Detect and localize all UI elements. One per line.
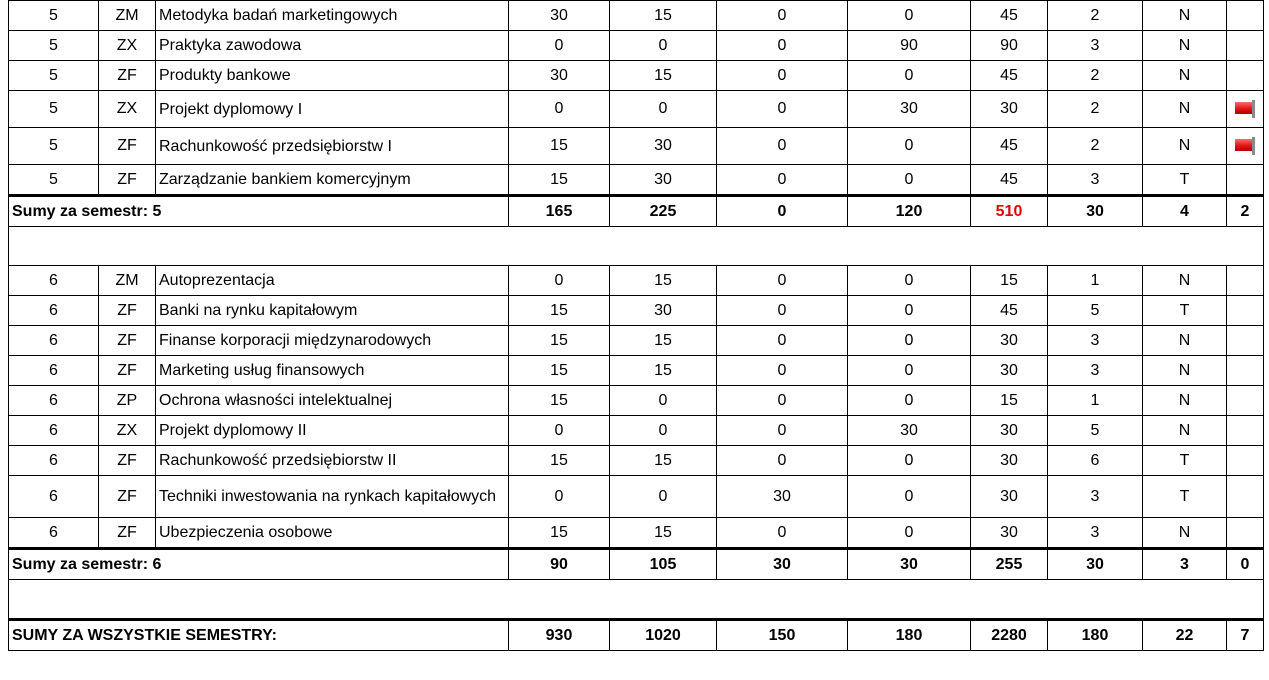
subject-name-cell: Zarządzanie bankiem komercyjnym [156, 165, 509, 196]
exam-cell: N [1143, 326, 1227, 356]
ects-cell: 2 [1048, 1, 1143, 31]
hours-cell: 0 [848, 296, 971, 326]
code-cell: ZF [99, 518, 156, 549]
flag-cell [1227, 165, 1264, 196]
hours-cell: 15 [509, 446, 610, 476]
hours-cell: 30 [610, 165, 717, 196]
hours-cell: 30 [509, 1, 610, 31]
table-row [9, 386, 1264, 416]
total-hours-cell: 30 [971, 446, 1048, 476]
sum-cell: 225 [610, 196, 717, 227]
hours-cell: 15 [610, 518, 717, 549]
hours-cell: 0 [848, 326, 971, 356]
hours-cell: 15 [509, 296, 610, 326]
table-row [9, 446, 1264, 476]
hours-cell: 0 [717, 128, 848, 165]
hours-cell: 15 [509, 326, 610, 356]
hours-cell: 0 [717, 31, 848, 61]
hours-cell: 15 [610, 446, 717, 476]
semester-cell: 5 [9, 31, 99, 61]
total-hours-cell: 45 [971, 165, 1048, 196]
hours-cell: 0 [717, 416, 848, 446]
subject-name-cell: Produkty bankowe [156, 61, 509, 91]
hours-cell: 15 [610, 326, 717, 356]
code-cell: ZF [99, 326, 156, 356]
semester-cell: 5 [9, 128, 99, 165]
hours-cell: 0 [717, 165, 848, 196]
semester-sum-row [9, 549, 1264, 580]
total-hours-cell: 45 [971, 1, 1048, 31]
code-cell: ZM [99, 1, 156, 31]
total-hours-cell: 15 [971, 386, 1048, 416]
ects-cell: 2 [1048, 61, 1143, 91]
flag-cell [1227, 476, 1264, 518]
flag-cell [1227, 386, 1264, 416]
hours-cell: 0 [509, 416, 610, 446]
hours-cell: 0 [509, 476, 610, 518]
table-row [9, 296, 1264, 326]
sum-ects-cell: 30 [1048, 549, 1143, 580]
semester-sum-row [9, 196, 1264, 227]
hours-cell: 0 [610, 416, 717, 446]
ects-cell: 1 [1048, 386, 1143, 416]
hours-cell: 15 [509, 165, 610, 196]
total-hours-cell: 30 [971, 416, 1048, 446]
code-cell: ZM [99, 266, 156, 296]
grand-exams-cell: 22 [1143, 620, 1227, 651]
exam-cell: N [1143, 386, 1227, 416]
hours-cell: 0 [717, 518, 848, 549]
hours-cell: 0 [848, 165, 971, 196]
hours-cell: 0 [717, 386, 848, 416]
flag-cell [1227, 31, 1264, 61]
sum-total-cell: 510 [971, 196, 1048, 227]
total-hours-cell: 30 [971, 476, 1048, 518]
semester-sum-label: Sumy za semestr: 6 [9, 549, 509, 580]
total-hours-cell: 45 [971, 296, 1048, 326]
sum-exams-cell: 4 [1143, 196, 1227, 227]
hours-cell: 0 [717, 1, 848, 31]
exam-cell: N [1143, 356, 1227, 386]
flag-cell [1227, 296, 1264, 326]
table-row [9, 31, 1264, 61]
semester-cell: 5 [9, 61, 99, 91]
hours-cell: 30 [848, 416, 971, 446]
grand-sum-cell: 930 [509, 620, 610, 651]
code-cell: ZF [99, 446, 156, 476]
exam-cell: N [1143, 61, 1227, 91]
grand-flags-cell: 7 [1227, 620, 1264, 651]
hours-cell: 0 [509, 31, 610, 61]
sum-cell: 30 [717, 549, 848, 580]
semester-cell: 6 [9, 296, 99, 326]
grand-total-row [9, 620, 1264, 651]
subject-name-cell: Projekt dyplomowy I [156, 91, 509, 128]
grand-total-cell: 2280 [971, 620, 1048, 651]
total-hours-cell: 45 [971, 61, 1048, 91]
hours-cell: 0 [610, 91, 717, 128]
exam-cell: N [1143, 91, 1227, 128]
total-hours-cell: 30 [971, 356, 1048, 386]
red-flag-icon[interactable] [1235, 100, 1255, 118]
semester-sum-label: Sumy za semestr: 5 [9, 196, 509, 227]
semester-cell: 5 [9, 165, 99, 196]
total-hours-cell: 30 [971, 91, 1048, 128]
semester-cell: 6 [9, 416, 99, 446]
sum-exams-cell: 3 [1143, 549, 1227, 580]
semester-cell: 6 [9, 266, 99, 296]
hours-cell: 0 [717, 356, 848, 386]
table-row [9, 91, 1264, 128]
flag-cell [1227, 446, 1264, 476]
ects-cell: 2 [1048, 91, 1143, 128]
table-row [9, 61, 1264, 91]
grand-sum-cell: 150 [717, 620, 848, 651]
semester-cell: 6 [9, 518, 99, 549]
flag-cell [1227, 326, 1264, 356]
ects-cell: 6 [1048, 446, 1143, 476]
sum-flags-cell: 2 [1227, 196, 1264, 227]
flag-cell [1227, 91, 1264, 128]
hours-cell: 0 [848, 61, 971, 91]
flag-cell [1227, 356, 1264, 386]
semester-cell: 5 [9, 1, 99, 31]
grand-sum-cell: 180 [848, 620, 971, 651]
hours-cell: 0 [848, 1, 971, 31]
subject-name-cell: Rachunkowość przedsiębiorstw I [156, 128, 509, 165]
hours-cell: 0 [848, 266, 971, 296]
semester-cell: 6 [9, 476, 99, 518]
hours-cell: 90 [848, 31, 971, 61]
subject-name-cell: Techniki inwestowania na rynkach kapitałowych [156, 476, 509, 518]
subject-name-cell: Banki na rynku kapitałowym [156, 296, 509, 326]
code-cell: ZP [99, 386, 156, 416]
hours-cell: 0 [848, 446, 971, 476]
grand-sum-cell: 1020 [610, 620, 717, 651]
hours-cell: 30 [610, 128, 717, 165]
hours-cell: 15 [610, 266, 717, 296]
sum-cell: 30 [848, 549, 971, 580]
ects-cell: 5 [1048, 416, 1143, 446]
subject-name-cell: Rachunkowość przedsiębiorstw II [156, 446, 509, 476]
table-row [9, 165, 1264, 196]
hours-cell: 30 [509, 61, 610, 91]
total-hours-cell: 15 [971, 266, 1048, 296]
hours-cell: 15 [610, 356, 717, 386]
hours-cell: 15 [509, 128, 610, 165]
hours-cell: 0 [848, 356, 971, 386]
semester-cell: 6 [9, 356, 99, 386]
table-row [9, 326, 1264, 356]
exam-cell: T [1143, 296, 1227, 326]
hours-cell: 30 [610, 296, 717, 326]
hours-cell: 0 [848, 386, 971, 416]
hours-cell: 30 [717, 476, 848, 518]
sum-ects-cell: 30 [1048, 196, 1143, 227]
exam-cell: T [1143, 165, 1227, 196]
exam-cell: N [1143, 416, 1227, 446]
flag-cell [1227, 61, 1264, 91]
sum-cell: 105 [610, 549, 717, 580]
ects-cell: 3 [1048, 518, 1143, 549]
flag-cell [1227, 266, 1264, 296]
spacer-row [9, 580, 1264, 620]
flag-cell [1227, 128, 1264, 165]
exam-cell: N [1143, 1, 1227, 31]
exam-cell: T [1143, 446, 1227, 476]
ects-cell: 2 [1048, 128, 1143, 165]
subject-name-cell: Finanse korporacji międzynarodowych [156, 326, 509, 356]
total-hours-cell: 30 [971, 326, 1048, 356]
hours-cell: 0 [717, 91, 848, 128]
hours-cell: 0 [848, 518, 971, 549]
ects-cell: 5 [1048, 296, 1143, 326]
code-cell: ZX [99, 91, 156, 128]
ects-cell: 3 [1048, 356, 1143, 386]
total-hours-cell: 45 [971, 128, 1048, 165]
semester-cell: 6 [9, 326, 99, 356]
sum-cell: 90 [509, 549, 610, 580]
hours-cell: 15 [509, 386, 610, 416]
sum-cell: 120 [848, 196, 971, 227]
code-cell: ZF [99, 296, 156, 326]
hours-cell: 30 [848, 91, 971, 128]
flag-cell [1227, 416, 1264, 446]
exam-cell: N [1143, 518, 1227, 549]
ects-cell: 3 [1048, 165, 1143, 196]
hours-cell: 15 [610, 1, 717, 31]
spacer-cell [9, 580, 1264, 620]
code-cell: ZF [99, 476, 156, 518]
flag-cell [1227, 518, 1264, 549]
subject-name-cell: Projekt dyplomowy II [156, 416, 509, 446]
exam-cell: T [1143, 476, 1227, 518]
table-row [9, 1, 1264, 31]
sum-flags-cell: 0 [1227, 549, 1264, 580]
code-cell: ZF [99, 165, 156, 196]
spacer-row [9, 227, 1264, 266]
hours-cell: 15 [610, 61, 717, 91]
hours-cell: 0 [848, 476, 971, 518]
hours-cell: 0 [717, 296, 848, 326]
sum-cell: 165 [509, 196, 610, 227]
subject-name-cell: Praktyka zawodowa [156, 31, 509, 61]
code-cell: ZF [99, 128, 156, 165]
table-row [9, 518, 1264, 549]
grand-total-label: SUMY ZA WSZYSTKIE SEMESTRY: [9, 620, 509, 651]
ects-cell: 3 [1048, 326, 1143, 356]
exam-cell: N [1143, 266, 1227, 296]
subject-name-cell: Ubezpieczenia osobowe [156, 518, 509, 549]
subject-name-cell: Metodyka badań marketingowych [156, 1, 509, 31]
total-hours-cell: 90 [971, 31, 1048, 61]
hours-cell: 0 [509, 266, 610, 296]
subject-name-cell: Marketing usług finansowych [156, 356, 509, 386]
hours-cell: 0 [717, 61, 848, 91]
code-cell: ZF [99, 61, 156, 91]
hours-cell: 15 [509, 356, 610, 386]
table-row [9, 128, 1264, 165]
spacer-cell [9, 227, 1264, 266]
hours-cell: 15 [509, 518, 610, 549]
code-cell: ZX [99, 416, 156, 446]
table-row [9, 266, 1264, 296]
subject-name-cell: Ochrona własności intelektualnej [156, 386, 509, 416]
hours-cell: 0 [717, 446, 848, 476]
grand-ects-cell: 180 [1048, 620, 1143, 651]
code-cell: ZF [99, 356, 156, 386]
hours-cell: 0 [848, 128, 971, 165]
semester-cell: 6 [9, 446, 99, 476]
semester-cell: 5 [9, 91, 99, 128]
ects-cell: 1 [1048, 266, 1143, 296]
sum-cell: 0 [717, 196, 848, 227]
red-flag-icon[interactable] [1235, 137, 1255, 155]
ects-cell: 3 [1048, 31, 1143, 61]
flag-cell [1227, 1, 1264, 31]
table-row [9, 416, 1264, 446]
code-cell: ZX [99, 31, 156, 61]
total-hours-cell: 30 [971, 518, 1048, 549]
ects-cell: 3 [1048, 476, 1143, 518]
subject-name-cell: Autoprezentacja [156, 266, 509, 296]
table-row [9, 356, 1264, 386]
hours-cell: 0 [717, 326, 848, 356]
hours-cell: 0 [610, 31, 717, 61]
exam-cell: N [1143, 128, 1227, 165]
exam-cell: N [1143, 31, 1227, 61]
hours-cell: 0 [509, 91, 610, 128]
table-row [9, 476, 1264, 518]
hours-cell: 0 [717, 266, 848, 296]
sum-total-cell: 255 [971, 549, 1048, 580]
hours-cell: 0 [610, 476, 717, 518]
semester-cell: 6 [9, 386, 99, 416]
study-plan-table [8, 0, 1264, 651]
hours-cell: 0 [610, 386, 717, 416]
